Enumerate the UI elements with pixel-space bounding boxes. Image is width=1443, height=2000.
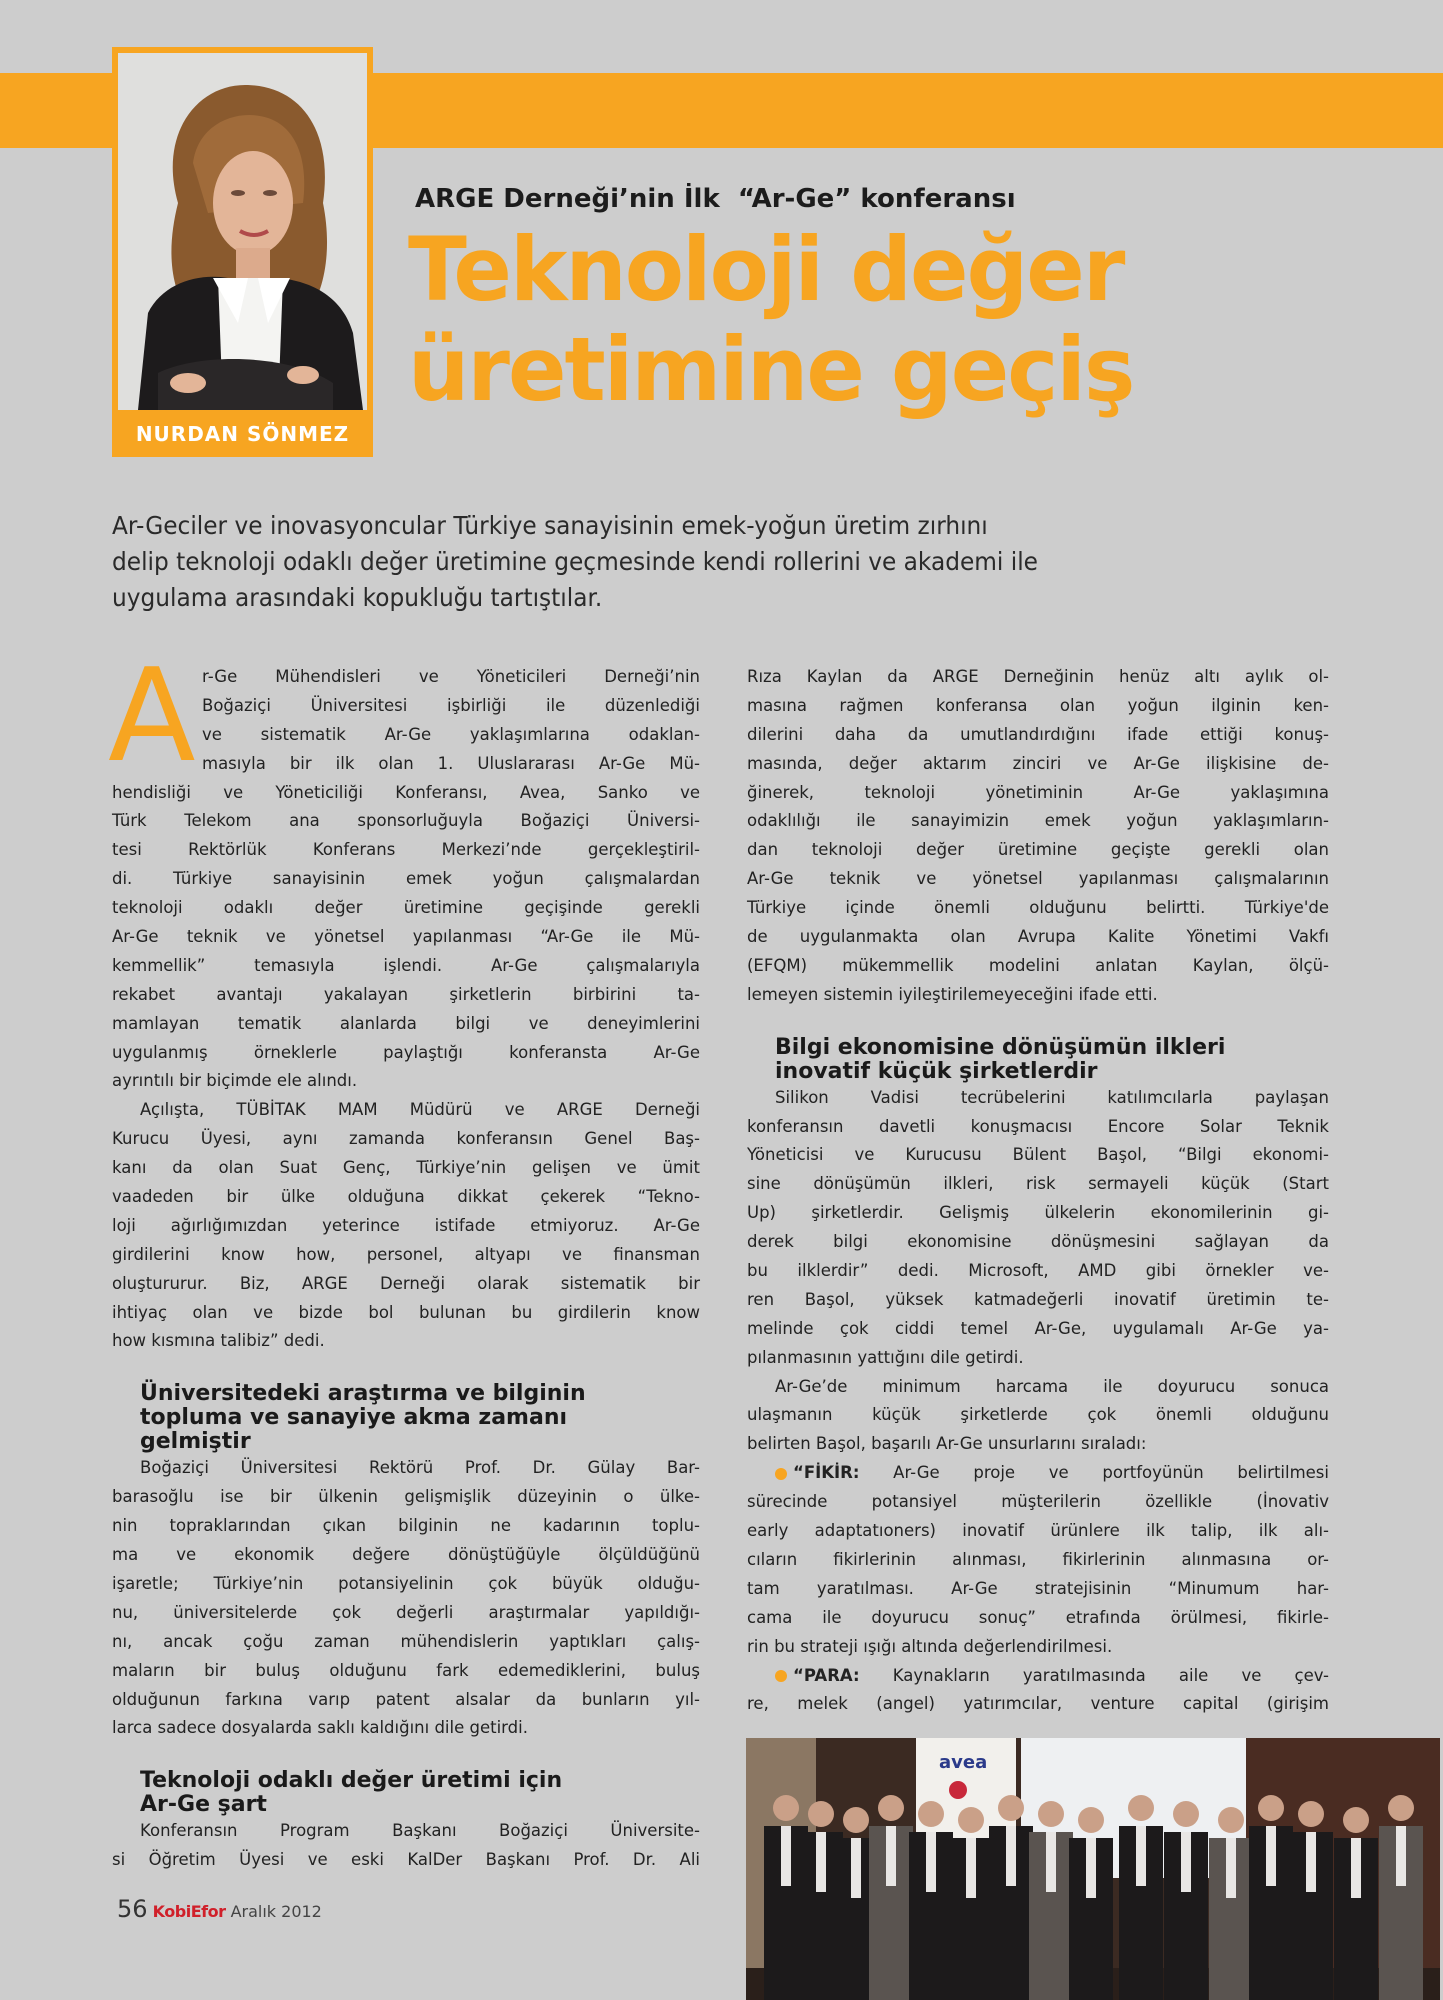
subheading-line: inovatif küçük şirketlerdir [775,1058,1098,1084]
subheading-line: topluma ve sanayiye akma zamanı [140,1405,568,1431]
subheading-line: gelmiştir [140,1429,251,1455]
text-line: Silikon Vadisi tecrübelerini katılımcılarla paylaşan [775,1087,1329,1107]
text-line: Türkiye içinde önemli olduğunu belirtti. Türkiye'de [747,898,1329,918]
text-line: masına rağmen konferansa olan yoğun ilginin ken- [747,695,1329,715]
left-column [108,642,700,1875]
text-line: ihtiyaç olan ve bizde bol bulunan bu girdilerin know [112,1302,700,1322]
bullet-text: Ar-Ge proje ve portfoyünün belirtilmesi [859,1463,1329,1483]
page-footer [117,1895,322,1923]
text-line: how kısmına talibiz” dedi. [112,1331,325,1351]
text-line: konferansın davetli konuşmacısı Encore Solar Teknik [747,1116,1329,1136]
text-line: Kurucu Üyesi, aynı zamanda konferansın Genel Baş- [112,1129,700,1149]
text-line: loji ağırlığımızdan yeterince istifade etmiyoruz. Ar-Ge [112,1215,700,1235]
text-line: barasoğlu ise bir ülkenin gelişmişlik düzeyinin o ülke- [112,1487,700,1507]
subheading-line: Teknoloji odaklı değer üretimi için [140,1768,563,1794]
bullet-label: “FİKİR: [793,1463,860,1483]
text-line: de uygulanmakta olan Avrupa Kalite Yönetimi Vakfı [747,927,1329,947]
article-lede [112,508,1332,616]
text-line: Türk Telekom ana sponsorluğuyla Boğaziçi Üniversi- [112,811,700,831]
text-line: ayrıntılı bir biçimde ele alındı. [112,1071,358,1091]
text-line: maların bir buluş olduğunu fark edemediklerini, buluş [112,1660,700,1680]
subheading-line: Bilgi ekonomisine dönüşümün ilkleri [775,1034,1226,1060]
text-line: pılanmasının yattığını dile getirdi. [747,1347,1024,1367]
bullet-item [747,1662,1329,1720]
author-photo [118,53,367,410]
text-line: Konferansın Program Başkanı Boğaziçi Üniversite- [140,1821,700,1841]
text-line: derek bilgi ekonomisine dönüşmesini sağlayan da [747,1232,1329,1252]
bullet-line [747,1459,1329,1488]
paragraph [112,1096,700,1356]
text-line: sürecinde potansiyel müşterilerin özellikle (İnovativ [747,1492,1329,1512]
text-line: lemeyen sistemin iyileştirilemeyeceğini ifade etti. [747,984,1158,1004]
paragraph [112,663,700,1096]
lede-line: delip teknoloji odaklı değer üretimine geçmesinde kendi rollerini ve akademi ile [112,547,1038,576]
text-line: Açılışta, TÜBİTAK MAM Müdürü ve ARGE Derneği [140,1100,700,1120]
conference-group-photo [746,1738,1440,2000]
text-line: mamlayan tematik alanlarda bilgi ve deneyimlerini [112,1013,700,1033]
text-line: si Öğretim Üyesi ve eski KalDer Başkanı Prof. Dr. Ali [112,1850,700,1870]
text-line: rekabet avantajı yakalayan şirketlerin birbirini ta- [112,984,700,1004]
text-line: masında, değer aktarım zinciri ve Ar-Ge ilişkisine de- [747,753,1329,773]
text-line: nin topraklarından çıkan bilginin ne kadarının toplu- [112,1516,700,1536]
text-line: ulaşmanın küçük şirketlerde çok önemli olduğunu [747,1405,1329,1425]
text-line: teknoloji odaklı değer üretimine geçişinde gerekli [112,898,700,918]
text-line: nı, ancak çoğu zaman mühendislerin yaptıkları çalış- [112,1631,700,1651]
text-line: hendisliği ve Yöneticiliği Konferansı, Avea, Sanko ve [112,782,700,802]
text-line: nu, üniversitelerde çok değerli araştırmalar yapıldığı- [112,1602,700,1622]
author-name: NURDAN SÖNMEZ [135,421,350,446]
text-line: Boğaziçi Üniversitesi Rektörü Prof. Dr. Gülay Bar- [140,1458,700,1478]
text-line: Up) şirketlerdir. Gelişmiş ülkelerin ekonomilerinin gi- [747,1203,1329,1223]
subheading [112,1769,700,1817]
text-line: larca sadece dosyalarda saklı kaldığını dile getirdi. [112,1718,528,1738]
text-line: ren Başol, yüksek katmadeğerli inovatif üretimin te- [747,1289,1329,1309]
bullet-text: Kaynakların yaratılmasında aile ve çev- [859,1665,1329,1685]
issue-date: Aralık 2012 [230,1902,322,1921]
lede-line: Ar-Geciler ve inovasyoncular Türkiye sanayisinin emek-yoğun üretim zırhını [112,511,988,540]
right-column [747,663,1329,1719]
text-line: re, melek (angel) yatırımcılar, venture capital (girişim [747,1694,1329,1714]
text-line: sine dönüşümün ilkleri, risk sermayeli küçük (Start [747,1174,1329,1194]
author-photo-frame [112,47,373,457]
text-line: cıların fikirlerinin alınması, fikirlerinin alınmasına or- [747,1549,1329,1569]
text-line: masıyla bir ilk olan 1. Uluslararası Ar-Ge Mü- [202,753,700,773]
text-line: ğinerek, teknoloji yönetiminin Ar-Ge yaklaşımına [747,782,1329,802]
text-line: kemmellik” temasıyla işlendi. Ar-Ge çalışmalarıyla [112,955,700,975]
paragraph [112,1817,700,1875]
text-line: dan teknoloji değer üretimine geçişte gerekli olan [747,840,1329,860]
magazine-brand: KobiEfor [152,1902,226,1921]
text-line: rin bu strateji ışığı altında değerlendirilmesi. [747,1636,1113,1656]
headline-line: üretimine geçiş [408,318,1134,421]
text-line: melinde çok ciddi temel Ar-Ge, uygulamalı Ar-Ge ya- [747,1318,1329,1338]
text-line: di. Türkiye sanayisinin emek yoğun çalışmalardan [112,869,700,889]
text-line: tam yaratılması. Ar-Ge stratejisinin “Minumum har- [747,1578,1329,1598]
text-line: uygulanmış örneklerle paylaştığı konferansta Ar-Ge [112,1042,700,1062]
lede-line: uygulama arasındaki kopukluğu tartıştılar. [112,583,603,612]
text-line: girdilerini know how, personel, altyapı ve finansman [112,1244,700,1264]
text-line: odaklılığı ile sanayimizin emek yoğun yaklaşımların- [747,811,1329,831]
text-line: oluştururur. Biz, ARGE Derneği olarak sistematik bir [112,1273,700,1293]
bullet-label: “PARA: [793,1665,860,1685]
text-line: early adaptatıoners) inovatif ürünlere ilk talip, ilk alı- [747,1521,1329,1541]
text-line: ma ve ekonomik değere dönüştüğüyle ölçüldüğünü [112,1545,700,1565]
text-line: olduğunun farkına varıp patent alsalar da bunların yıl- [112,1689,700,1709]
article-headline [408,220,1133,420]
banner-logo-text: avea [939,1752,988,1773]
text-line: Yöneticisi ve Kurucusu Bülent Başol, “Bilgi ekonomi- [747,1145,1329,1165]
text-line: vaadeden bir ülke olduğuna dikkat çekerek “Tekno- [112,1187,700,1207]
text-line: Rıza Kaylan da ARGE Derneğinin henüz altı aylık ol- [747,667,1329,686]
paragraph [747,1084,1329,1373]
paragraph [747,663,1329,1010]
text-line: kanı da olan Suat Genç, Türkiye’nin gelişen ve ümit [112,1158,700,1178]
subheading [747,1036,1329,1084]
bullet-dot-icon [775,1670,787,1682]
page-number: 56 [117,1895,148,1923]
subheading-line: Ar-Ge şart [140,1792,267,1818]
text-line: tesi Rektörlük Konferans Merkezi’nde gerçekleştiril- [112,840,700,860]
text-line: Boğaziçi Üniversitesi işbirliği ile düzenlediği [202,695,700,715]
text-line: Ar-Ge teknik ve yönetsel yapılanması “Ar-Ge ile Mü- [112,927,700,947]
bullet-line [747,1662,1329,1691]
text-line: bu ilklerdir” dedi. Microsoft, AMD gibi örnekler ve- [747,1261,1329,1281]
text-line: dilerini daha da umutlandırdığını ifade ettiği konuş- [747,724,1329,744]
text-line: Ar-Ge teknik ve yönetsel yapılanması çalışmalarının [747,869,1329,889]
bullet-dot-icon [775,1468,787,1480]
bullet-item [747,1459,1329,1661]
text-line: işaretle; Türkiye’nin potansiyelinin çok büyük olduğu- [112,1573,700,1593]
text-line: ve sistematik Ar-Ge yaklaşımlarına odaklan- [202,724,700,744]
paragraph [112,1454,700,1743]
subheading [112,1382,700,1454]
text-line: cama ile doyurucu sonuç” etrafında örülmesi, fikirle- [747,1607,1329,1627]
text-line: (EFQM) mükemmellik modelini anlatan Kaylan, ölçü- [747,955,1329,975]
text-line: r-Ge Mühendisleri ve Yöneticileri Derneği’nin [202,667,700,686]
headline-line: Teknoloji değer [408,218,1124,321]
subheading-line: Üniversitedeki araştırma ve bilginin [140,1381,586,1407]
paragraph [747,1373,1329,1460]
text-line: Ar-Ge’de minimum harcama ile doyurucu sonuca [775,1376,1329,1396]
drop-cap: A [108,642,196,791]
article-kicker: ARGE Derneği’nin İlk “Ar-Ge” konferansı [415,184,1016,214]
text-line: belirten Başol, başarılı Ar-Ge unsurlarını sıraladı: [747,1434,1147,1454]
